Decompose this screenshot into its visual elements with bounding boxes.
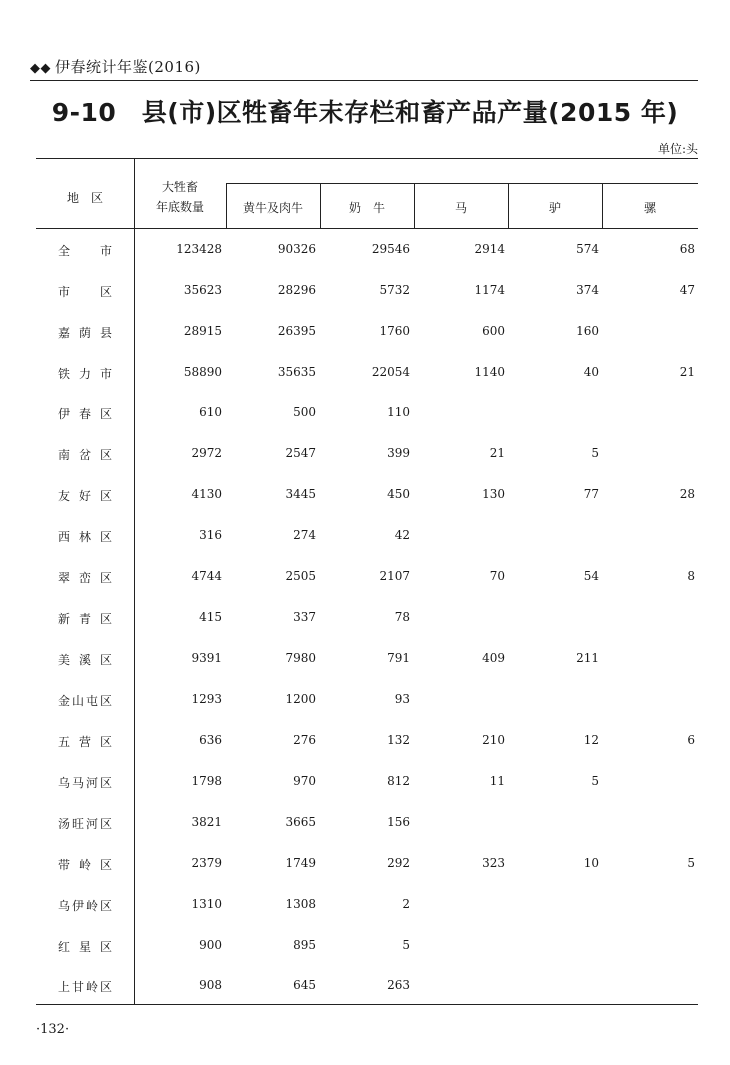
table-row <box>0 242 730 262</box>
header-mule: 骡 <box>643 201 656 215</box>
dairy-cell: 132 <box>387 733 410 747</box>
total-cell: 1310 <box>191 897 222 911</box>
donkey-cell: 211 <box>576 651 599 665</box>
dairy-cell: 2107 <box>379 569 410 583</box>
header-region: 地 区 <box>66 191 103 205</box>
horse-cell: 600 <box>482 324 505 338</box>
header-sub-rule <box>226 183 698 184</box>
horse-cell: 2914 <box>474 242 505 256</box>
total-cell: 4130 <box>191 487 222 501</box>
region-cell: 带岭区 <box>58 858 112 872</box>
donkey-cell: 374 <box>576 283 599 297</box>
beef-cell: 2547 <box>285 446 316 460</box>
dairy-cell: 2 <box>402 897 410 911</box>
beef-cell: 1308 <box>285 897 316 911</box>
unit-label: 单位:头 <box>657 142 698 156</box>
mule-cell: 68 <box>679 242 695 256</box>
beef-cell: 28296 <box>277 283 316 297</box>
table-row <box>0 365 730 385</box>
horse-cell: 11 <box>489 774 505 788</box>
beef-cell: 895 <box>293 938 316 952</box>
total-cell: 1293 <box>191 692 222 706</box>
horse-cell: 323 <box>482 856 505 870</box>
total-cell: 908 <box>199 978 222 992</box>
beef-cell: 3445 <box>285 487 316 501</box>
dairy-cell: 791 <box>387 651 410 665</box>
table-header-bottom-rule <box>36 228 698 229</box>
table-row <box>0 856 730 876</box>
table-row <box>0 978 730 998</box>
dairy-cell: 399 <box>387 446 410 460</box>
table-row <box>0 938 730 958</box>
running-header <box>30 56 201 77</box>
donkey-cell: 5 <box>591 774 599 788</box>
book-title: 伊春统计年鉴(2016) <box>55 58 201 76</box>
table-row <box>0 897 730 917</box>
dairy-cell: 292 <box>387 856 410 870</box>
donkey-cell: 12 <box>583 733 599 747</box>
mule-cell: 8 <box>687 569 695 583</box>
dairy-cell: 1760 <box>379 324 410 338</box>
beef-cell: 26395 <box>277 324 316 338</box>
total-cell: 4744 <box>191 569 222 583</box>
beef-cell: 274 <box>293 528 316 542</box>
beef-cell: 3665 <box>285 815 316 829</box>
region-cell: 友好区 <box>58 489 112 503</box>
total-cell: 900 <box>199 938 222 952</box>
table-row <box>0 528 730 548</box>
mule-cell: 21 <box>679 365 695 379</box>
donkey-cell: 160 <box>576 324 599 338</box>
beef-cell: 1200 <box>285 692 316 706</box>
table-row <box>0 487 730 507</box>
table-row <box>0 733 730 753</box>
table-row <box>0 283 730 303</box>
mule-cell: 5 <box>687 856 695 870</box>
beef-cell: 7980 <box>285 651 316 665</box>
total-cell: 610 <box>199 405 222 419</box>
header-total-line2: 年底数量 <box>155 200 204 214</box>
total-cell: 2379 <box>191 856 222 870</box>
table-row <box>0 692 730 712</box>
header-rule <box>30 80 698 81</box>
dairy-cell: 78 <box>394 610 410 624</box>
table-row <box>0 405 730 425</box>
region-cell: 红星区 <box>58 940 112 954</box>
region-cell: 乌马河区 <box>58 776 112 790</box>
region-cell: 新青区 <box>58 612 112 626</box>
donkey-cell: 40 <box>583 365 599 379</box>
horse-cell: 21 <box>489 446 505 460</box>
table-row <box>0 774 730 794</box>
horse-cell: 130 <box>482 487 505 501</box>
total-cell: 415 <box>199 610 222 624</box>
header-total-line1: 大牲畜 <box>161 180 198 194</box>
total-cell: 35623 <box>183 283 222 297</box>
horse-cell: 1140 <box>474 365 505 379</box>
mule-cell: 28 <box>679 487 695 501</box>
donkey-cell: 10 <box>583 856 599 870</box>
donkey-cell: 77 <box>583 487 599 501</box>
region-cell: 翠峦区 <box>58 571 112 585</box>
total-cell: 3821 <box>191 815 222 829</box>
region-cell: 美溪区 <box>58 653 112 667</box>
header-dairy: 奶 牛 <box>348 201 385 215</box>
header-donkey: 驴 <box>548 201 561 215</box>
mule-cell: 6 <box>687 733 695 747</box>
horse-cell: 409 <box>482 651 505 665</box>
dairy-cell: 5732 <box>379 283 410 297</box>
region-cell: 全 市 <box>58 244 112 258</box>
table-row <box>0 324 730 344</box>
beef-cell: 276 <box>293 733 316 747</box>
total-cell: 316 <box>199 528 222 542</box>
total-cell: 636 <box>199 733 222 747</box>
total-cell: 123428 <box>176 242 222 256</box>
region-cell: 伊春区 <box>58 407 112 421</box>
page-number: ·132· <box>36 1022 70 1037</box>
total-cell: 28915 <box>183 324 222 338</box>
header-beef: 黄牛及肉牛 <box>242 201 303 215</box>
table-row <box>0 569 730 589</box>
total-cell: 1798 <box>191 774 222 788</box>
total-cell: 2972 <box>191 446 222 460</box>
dairy-cell: 22054 <box>371 365 410 379</box>
beef-cell: 500 <box>293 405 316 419</box>
beef-cell: 90326 <box>277 242 316 256</box>
beef-cell: 337 <box>293 610 316 624</box>
region-cell: 西林区 <box>58 530 112 544</box>
beef-cell: 2505 <box>285 569 316 583</box>
dairy-cell: 156 <box>387 815 410 829</box>
table-bottom-rule <box>36 1004 698 1005</box>
donkey-cell: 54 <box>583 569 599 583</box>
table-title: 9-10 县(市)区牲畜年末存栏和畜产品产量(2015 年) <box>51 98 679 127</box>
region-cell: 铁力市 <box>58 367 112 381</box>
dairy-cell: 450 <box>387 487 410 501</box>
diamond-bullet-icon: ◆◆ <box>30 61 51 76</box>
horse-cell: 210 <box>482 733 505 747</box>
region-cell: 金山屯区 <box>58 694 112 708</box>
beef-cell: 645 <box>293 978 316 992</box>
region-cell: 五营区 <box>58 735 112 749</box>
region-cell: 乌伊岭区 <box>58 899 112 913</box>
beef-cell: 1749 <box>285 856 316 870</box>
region-cell: 南岔区 <box>58 448 112 462</box>
dairy-cell: 42 <box>394 528 410 542</box>
region-cell: 嘉荫县 <box>58 326 112 340</box>
dairy-cell: 5 <box>402 938 410 952</box>
header-horse: 马 <box>454 201 467 215</box>
region-cell: 汤旺河区 <box>58 817 112 831</box>
beef-cell: 970 <box>293 774 316 788</box>
table-row <box>0 651 730 671</box>
horse-cell: 1174 <box>474 283 505 297</box>
table-row <box>0 446 730 466</box>
horse-cell: 70 <box>489 569 505 583</box>
dairy-cell: 263 <box>387 978 410 992</box>
table-top-rule <box>36 158 698 159</box>
table-row <box>0 610 730 630</box>
total-cell: 9391 <box>191 651 222 665</box>
donkey-cell: 5 <box>591 446 599 460</box>
table-row <box>0 815 730 835</box>
donkey-cell: 574 <box>576 242 599 256</box>
dairy-cell: 110 <box>387 405 410 419</box>
beef-cell: 35635 <box>277 365 316 379</box>
total-cell: 58890 <box>183 365 222 379</box>
dairy-cell: 93 <box>394 692 410 706</box>
region-cell: 上甘岭区 <box>58 980 112 994</box>
dairy-cell: 29546 <box>371 242 410 256</box>
dairy-cell: 812 <box>387 774 410 788</box>
mule-cell: 47 <box>679 283 695 297</box>
region-cell: 市 区 <box>58 285 112 299</box>
